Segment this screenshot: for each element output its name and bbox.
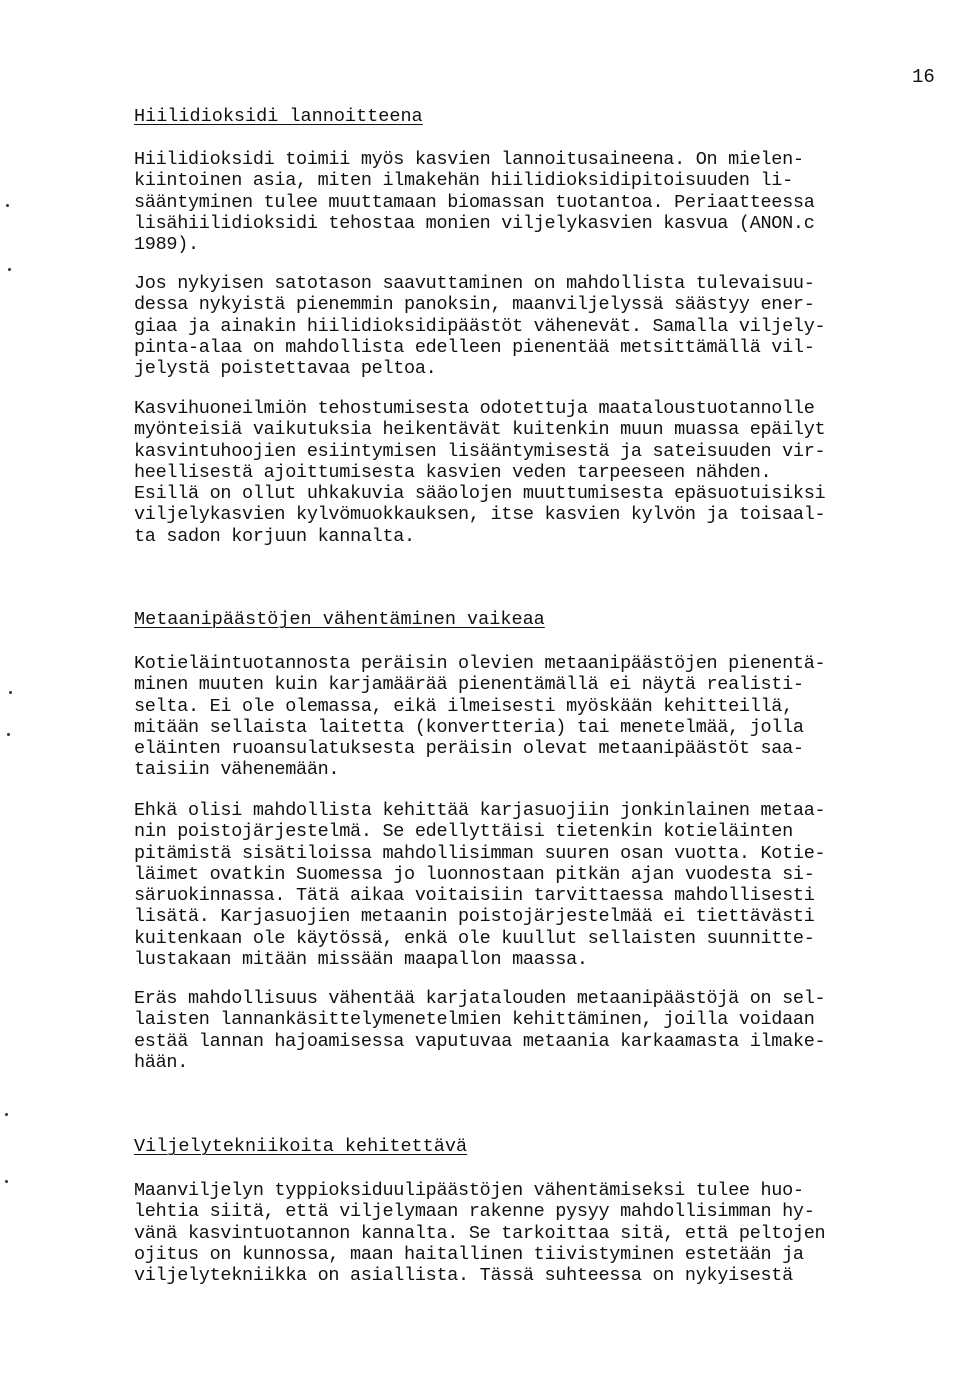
text-line: Hiilidioksidi toimii myös kasvien lannoitusaineena. On mielen- <box>134 149 804 170</box>
paragraph-2-2 <box>134 800 825 970</box>
text-line: selta. Ei ole olemassa, eikä ilmeisesti myöskään kehitteillä, <box>134 695 793 717</box>
scan-speck <box>5 1180 8 1183</box>
text-line: lisätä. Karjasuojien metaanin poistojärjestelmää ei tiettävästi <box>134 906 815 928</box>
text-line: Kotieläintuotannosta peräisin olevien metaanipäästöjen pienentä- <box>134 653 826 674</box>
text-line: viljelykasvien kylvömuokkauksen, itse kasvien kylvön ja toisaal- <box>134 504 826 526</box>
page-number: 16 <box>912 66 935 88</box>
paragraph-2-3 <box>134 988 825 1073</box>
text-line: lehtia siitä, että viljelymaan rakenne pysyy mahdollisimman hy- <box>134 1201 815 1223</box>
section-heading-cultivation: Viljelytekniikoita kehitettävä <box>134 1136 468 1157</box>
text-line: laisten lannankäsittelymenetelmien kehittäminen, joilla voidaan <box>134 1009 815 1031</box>
text-line: lustakaan mitään missään maapallon maassa. <box>134 949 588 971</box>
text-line: 1989). <box>134 234 199 256</box>
text-line: kasvintuhoojien esiintymisen lisääntymisestä ja sateisuuden vir- <box>134 440 826 462</box>
text-line: nin poistojärjestelmä. Se edellyttäisi tietenkin kotieläinten <box>134 821 793 843</box>
text-line: viljelytekniikka on asiallista. Tässä suhteessa on nykyisestä <box>134 1265 793 1287</box>
scan-speck <box>9 691 12 694</box>
text-line: heellisestä ajoittumisesta kasvien veden tarpeeseen nähden. <box>134 461 772 483</box>
scan-speck <box>8 268 11 271</box>
text-line: ta sadon korjuun kannalta. <box>134 525 415 547</box>
text-line: ojitus on kunnossa, maan haitallinen tiivistyminen estetään ja <box>134 1243 804 1265</box>
paragraph-1-2 <box>134 273 825 379</box>
text-line: pinta-alaa on mahdollista edelleen pienentää metsittämällä vil- <box>134 336 815 358</box>
text-line: lisähiilidioksidi tehostaa monien viljelykasvien kasvua (ANON.c <box>134 212 815 234</box>
paragraph-1-1 <box>134 149 815 255</box>
text-line: hään. <box>134 1051 189 1073</box>
text-line: estää lannan hajoamisessa vaputuvaa metaania karkaamasta ilmake- <box>134 1030 826 1052</box>
text-line: giaa ja ainakin hiilidioksidipäästöt vähenevät. Samalla viljely- <box>134 315 826 337</box>
text-line: eläinten ruoansulatuksesta peräisin olevat metaanipäästöt saa- <box>134 738 804 760</box>
scan-speck <box>6 204 9 207</box>
paragraph-3-1 <box>134 1180 825 1286</box>
text-line: mitään sellaista laitetta (konvertteria) tai menetelmää, jolla <box>134 716 804 738</box>
section-heading-carbon-dioxide: Hiilidioksidi lannoitteena <box>134 106 423 127</box>
text-line: sääntyminen tulee muuttamaan biomassan tuotantoa. Periaatteessa <box>134 191 815 213</box>
text-line: Kasvihuoneilmiön tehostumisesta odotettuja maataloustuotannolle <box>134 398 815 419</box>
text-line: minen muuten kuin karjamäärää pienentämällä ei näytä realisti- <box>134 674 804 696</box>
text-line: vänä kasvintuotannon kannalta. Se tarkoittaa sitä, että peltojen <box>134 1222 826 1244</box>
text-line: Ehkä olisi mahdollista kehittää karjasuojiin jonkinlainen metaa- <box>134 800 826 821</box>
section-heading-methane: Metaanipäästöjen vähentäminen vaikeaa <box>134 609 545 630</box>
text-line: läimet ovatkin Suomessa jo luonnostaan pitkän ajan vuodesta si- <box>134 863 815 885</box>
text-line: pitämistä sisätiloissa mahdollisimman suuren osan vuotta. Kotie- <box>134 842 826 864</box>
paragraph-2-1 <box>134 653 825 781</box>
text-line: säruokinnassa. Tätä aikaa voitaisiin tarvittaessa mahdollisesti <box>134 885 815 907</box>
scan-speck <box>5 1113 8 1116</box>
text-line: kiintoinen asia, miten ilmakehän hiilidioksidipitoisuuden li- <box>134 170 793 192</box>
text-line: taisiin vähenemään. <box>134 759 340 781</box>
text-line: kuitenkaan ole käytössä, enkä ole kuullut sellaisten suunnitte- <box>134 927 815 949</box>
scan-speck <box>7 733 10 736</box>
text-line: myönteisiä vaikutuksia heikentävät kuitenkin muun muassa epäilyt <box>134 419 826 441</box>
text-line: jelystä poistettavaa peltoa. <box>134 358 437 380</box>
text-line: dessa nykyistä pienemmin panoksin, maanviljelyssä säästyy ener- <box>134 294 815 316</box>
text-line: Maanviljelyn typpioksiduulipäästöjen vähentämiseksi tulee huo- <box>134 1180 804 1201</box>
text-line: Eräs mahdollisuus vähentää karjatalouden metaanipäästöjä on sel- <box>134 988 826 1009</box>
text-line: Esillä on ollut uhkakuvia sääolojen muuttumisesta epäsuotuisiksi <box>134 483 826 505</box>
paragraph-1-3 <box>134 398 825 547</box>
text-line: Jos nykyisen satotason saavuttaminen on mahdollista tulevaisuu- <box>134 273 815 294</box>
